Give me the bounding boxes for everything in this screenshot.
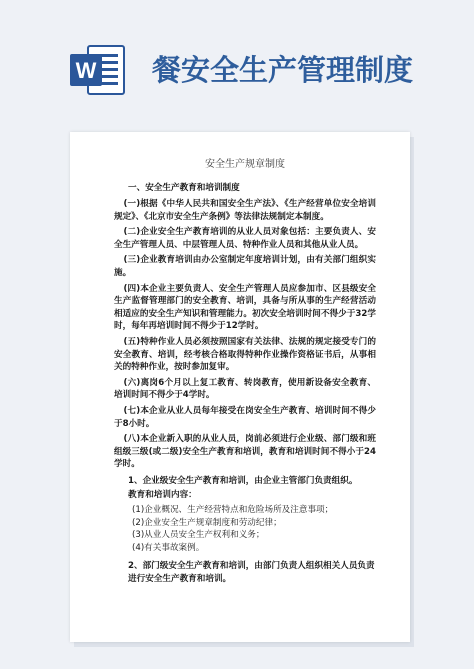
list-item: (1)企业概况、生产经营特点和危险场所及注意事项； bbox=[132, 505, 334, 516]
item2-heading: 2、部门级安全生产教育和培训，由部门负责人组织相关人员负责进行安全生产教育和培训。 bbox=[128, 561, 375, 585]
item1-heading: 1、企业级安全生产教育和培训，由企业主管部门负责组织。 bbox=[128, 475, 358, 486]
word-icon bbox=[68, 40, 128, 100]
banner-title: 餐安全生产管理制度 bbox=[152, 53, 414, 87]
paragraph-2: (二)企业安全生产教育培训的从业人员对象包括：主要负责人、安全生产管理人员、中层管理人员、特种作业人员和其他从业人员。 bbox=[114, 227, 376, 250]
document-page bbox=[70, 132, 410, 642]
list-item: (4)有关事故案例。 bbox=[132, 542, 205, 553]
section-heading: 一、安全生产教育和培训制度 bbox=[128, 183, 240, 193]
word-icon-letter: W bbox=[75, 58, 97, 83]
document-title: 安全生产规章制度 bbox=[205, 159, 285, 170]
paragraph-7: (七)本企业从业人员每年接受在岗安全生产教育、培训时间不得少于8小时。 bbox=[114, 405, 376, 429]
list-item: (2)企业安全生产规章制度和劳动纪律； bbox=[132, 517, 282, 528]
paragraph-3: (三)企业教育培训由办公室制定年度培训计划，由有关部门组织实施。 bbox=[114, 255, 376, 278]
list-item: (3)从业人员安全生产权利和义务； bbox=[132, 530, 265, 541]
paragraph-1: (一)根据《中华人民共和国安全生产法》、《生产经营单位安全培训规定》、《北京市安全生产条例》等法律法规制定本制度。 bbox=[114, 199, 376, 222]
paragraph-5: (五)特种作业人员必须按照国家有关法律、法规的规定接受专门的安全教育、培训，经考核合格取得特种作业操作资格证书后，从事相关的特种作业，按时参加复审。 bbox=[114, 336, 376, 373]
banner bbox=[0, 0, 474, 104]
paragraph-8: (八)本企业新入职的从业人员，岗前必须进行企业级、部门级和班组级三级(或二级)安全生产教育和培训，教育和培训时间不得小于24学时。 bbox=[114, 434, 376, 470]
item1-subheading: 教育和培训内容： bbox=[128, 490, 197, 501]
document-body bbox=[114, 158, 376, 588]
paragraph-4: (四)本企业主要负责人、安全生产管理人员应参加市、区县级安全生产监督管理部门的安全教育、培训，具备与所从事的生产经营活动相适应的安全生产知识和管理能力。初次安全培训时间不得少于32学时，每年再培训时间不得少于12学时。 bbox=[114, 283, 376, 332]
paragraph-6: (六)离岗6个月以上复工教育、转岗教育，使用新设备安全教育、培训时间不得少于4学时。 bbox=[114, 377, 376, 401]
